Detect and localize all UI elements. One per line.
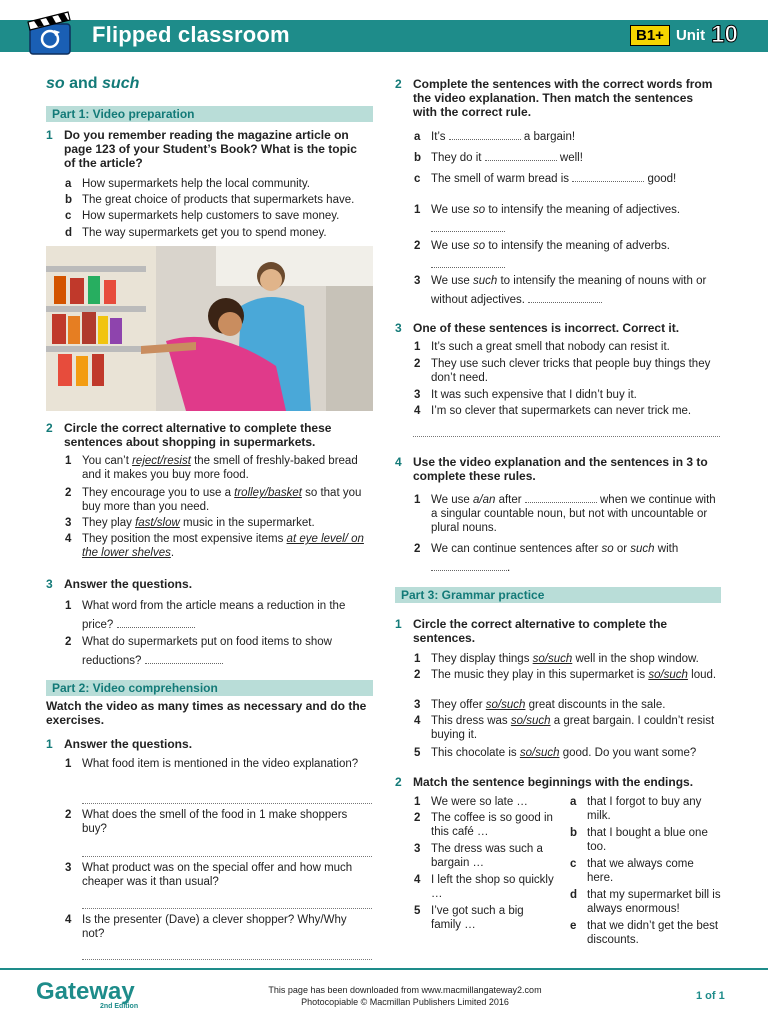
- r-q2-sent-a: [414, 130, 721, 144]
- item-num: 2: [414, 358, 421, 370]
- p1-q1-opt-a: [65, 177, 372, 191]
- r-q3-text: One of these sentences is incorrect. Correct it.: [413, 321, 680, 335]
- item-pre: We use: [431, 494, 473, 506]
- p2-q1-item-2: [65, 808, 372, 836]
- opt-text: The way supermarkets get you to spend money.: [82, 227, 327, 239]
- item-pre: This chocolate is: [431, 747, 520, 759]
- p3-q2-begin-3: [414, 842, 555, 870]
- p2-q1-item-1: [65, 757, 372, 771]
- p3-q1: [395, 617, 718, 645]
- r-q2-rule-2: [414, 237, 721, 275]
- item-text: What product was on the special offer and how much cheaper was it than usual?: [82, 862, 353, 888]
- p3-q1-item-5: [414, 746, 721, 760]
- item-post: so that you buy more than you need.: [82, 487, 362, 513]
- r-q2-rule-1: [414, 201, 721, 239]
- item-num: 4: [414, 874, 421, 886]
- p1-q1-num: 1: [46, 128, 53, 142]
- item-pre: We use: [431, 275, 473, 287]
- item-post: well in the shop window.: [572, 653, 699, 665]
- r-q2-num: 2: [395, 77, 402, 91]
- opt-text: The great choice of products that supermarkets have.: [82, 194, 355, 206]
- item-text: What food item is mentioned in the video explanation?: [82, 758, 359, 770]
- item-post: .: [170, 547, 175, 559]
- edition-label: 2nd Edition: [100, 1003, 139, 1010]
- item-post: to intensify the meaning of adjectives.: [485, 204, 681, 216]
- r-q4-item-2: 2 We can continue sentences after so or such with .: [431, 540, 721, 578]
- p1-q2-item-1: [65, 454, 370, 482]
- item-num: 3: [65, 862, 72, 874]
- p1-q3-num: 3: [46, 577, 53, 591]
- r-q2-sent-c: [414, 172, 721, 186]
- title-so: so: [46, 75, 65, 92]
- item-text: that I forgot to buy any milk.: [587, 796, 702, 822]
- item-num: 3: [414, 843, 421, 855]
- item-mid: after: [495, 494, 522, 506]
- clapperboard-icon: [24, 8, 76, 60]
- item-pre: They play: [82, 517, 136, 529]
- item-word: so: [601, 543, 614, 555]
- item-text: The dress was such a bargain …: [431, 843, 543, 869]
- p1-q1-text: Do you remember reading the magazine article on page 123 of your Student’s Book? What is the topic of the article?: [64, 128, 357, 170]
- item-num: 4: [65, 914, 72, 926]
- part1-bar: Part 1: Video preparation: [46, 106, 373, 122]
- item-num: 2: [65, 487, 72, 499]
- answer-line[interactable]: [82, 802, 372, 804]
- alternative-choice[interactable]: fast/slow: [135, 517, 180, 529]
- p2-q1-num: 1: [46, 737, 53, 751]
- p3-q2-end-a: [570, 795, 721, 823]
- level-badge: B1+: [630, 25, 670, 46]
- p1-q2: [46, 421, 370, 449]
- answer-line[interactable]: [82, 907, 372, 909]
- answer-blank[interactable]: [525, 502, 597, 503]
- item-word: such: [630, 543, 655, 555]
- item-letter: e: [570, 920, 577, 932]
- p1-q3-item-2: [65, 633, 370, 671]
- item-pre: They position the most expensive items: [82, 533, 287, 545]
- p3-q2-end-e: [570, 919, 721, 947]
- opt-letter: b: [65, 194, 73, 206]
- footer-copyright-line: Photocopiable © Macmillan Publishers Limited 2016: [301, 997, 509, 1007]
- item-pre: It’s: [431, 131, 446, 143]
- opt-letter: a: [65, 178, 72, 190]
- item-letter: c: [570, 858, 577, 870]
- alternative-choice[interactable]: at eye level/ on the lower shelves: [82, 533, 364, 559]
- p3-q2-end-b: [570, 826, 721, 854]
- p3-q1-item-2: [414, 668, 721, 682]
- item-letter: b: [414, 152, 422, 164]
- opt-text: How supermarkets help the local community.: [82, 178, 310, 190]
- p3-q1-text: Circle the correct alternative to complete the sentences.: [413, 617, 668, 645]
- item-post: great discounts in the sale.: [525, 699, 666, 711]
- title-and: and: [69, 75, 98, 92]
- item-num: 1: [414, 204, 421, 216]
- p1-q3: [46, 577, 370, 591]
- item-post: when we continue with a singular countable noun, but not with uncountable or plural nouns.: [431, 494, 716, 534]
- item-pre: They do it: [431, 152, 482, 164]
- item-pre: You can’t: [82, 455, 133, 467]
- item-num: 2: [414, 812, 421, 824]
- item-letter: a: [414, 131, 421, 143]
- alternative-choice[interactable]: trolley/basket: [234, 487, 302, 499]
- p3-q2-end-d: [570, 888, 721, 916]
- p1-q2-item-3: [65, 516, 370, 530]
- item-num: 4: [65, 533, 72, 545]
- item-num: 4: [414, 715, 421, 727]
- unit-label: Unit: [675, 26, 706, 44]
- item-num: 1: [65, 758, 72, 770]
- opt-letter: d: [65, 227, 73, 239]
- p3-q1-item-1: [414, 652, 721, 666]
- title-such: such: [102, 75, 140, 92]
- item-num: 1: [414, 494, 421, 506]
- p1-q2-item-4: [65, 532, 370, 560]
- footer-download-line: This page has been downloaded from www.macmillangateway2.com: [268, 985, 542, 995]
- p2-intro: Watch the video as many times as necessary and do the exercises.: [46, 699, 367, 727]
- r-q2-sent-b: [414, 151, 721, 165]
- item-num: 1: [414, 653, 421, 665]
- item-text: that we didn’t get the best discounts.: [587, 920, 719, 946]
- p2-q1-text: Answer the questions.: [64, 737, 193, 751]
- p2-q1-item-3: [65, 861, 372, 889]
- p3-q1-item-3: [414, 698, 721, 712]
- r-q3-item-4: [414, 404, 721, 418]
- p1-q1-opt-d: [65, 226, 372, 240]
- p1-q1-opt-c: [65, 209, 372, 223]
- item-text: We were so late …: [431, 796, 528, 808]
- item-pre: They display things: [431, 653, 533, 665]
- item-post: to intensify the meaning of adverbs.: [485, 240, 670, 252]
- p3-q1-num: 1: [395, 617, 402, 631]
- footer-divider: [0, 968, 768, 970]
- item-post: good!: [647, 173, 677, 185]
- gateway-logo: Gateway: [36, 978, 135, 1005]
- item-text: I’m so clever that supermarkets can never trick me.: [431, 405, 692, 417]
- item-text: They use such clever tricks that people buy things they don’t need.: [431, 358, 711, 384]
- answer-line[interactable]: [82, 958, 372, 960]
- item-word: so: [472, 240, 486, 252]
- item-letter: d: [570, 889, 578, 901]
- alternative-choice[interactable]: reject/resist: [132, 455, 191, 467]
- item-pre: They offer: [431, 699, 486, 711]
- item-word: so: [472, 204, 486, 216]
- p3-q2-begin-1: [414, 795, 555, 809]
- item-post: the smell of freshly-baked bread and it makes you buy more food.: [82, 455, 358, 481]
- item-num: 3: [65, 517, 72, 529]
- p3-q1-item-4: [414, 714, 721, 742]
- opt-letter: c: [65, 210, 72, 222]
- p2-q1-item-4: [65, 913, 372, 941]
- item-num: 2: [65, 636, 72, 648]
- item-pre: The smell of warm bread is: [431, 173, 570, 185]
- item-num: 3: [414, 389, 421, 401]
- p1-q1-opt-b: [65, 193, 372, 207]
- item-text: The coffee is so good in this café …: [431, 812, 553, 838]
- item-num: 4: [414, 405, 421, 417]
- p1-q3-text: Answer the questions.: [64, 577, 193, 591]
- item-num: 3: [414, 699, 421, 711]
- item-pre: This dress was: [431, 715, 511, 727]
- alternative-choice[interactable]: so/such: [648, 669, 688, 681]
- item-num: 3: [414, 275, 421, 287]
- part3-bar: Part 3: Grammar practice: [395, 587, 721, 603]
- answer-blank[interactable]: [431, 570, 507, 571]
- p3-q2-num: 2: [395, 775, 402, 789]
- footer-credits: [240, 984, 570, 1008]
- page-title: Flipped classroom: [92, 22, 290, 47]
- page-number: 1 of 1: [696, 990, 725, 1002]
- item-text: What do supermarkets put on food items to show reductions?: [82, 636, 332, 667]
- answer-blank[interactable]: [145, 663, 223, 664]
- item-num: 2: [414, 240, 421, 252]
- item-text: that I bought a blue one too.: [587, 827, 708, 853]
- item-pre: We use: [431, 240, 473, 252]
- r-q2-text: Complete the sentences with the correct words from the video explanation. Then match the sentences with the correct rule.: [413, 77, 713, 119]
- alternative-choice[interactable]: so/such: [519, 747, 560, 759]
- item-pre: They encourage you to use a: [82, 487, 235, 499]
- item-text: I’ve got such a big family …: [431, 905, 524, 931]
- alternative-choice[interactable]: so/such: [532, 653, 573, 665]
- answer-blank[interactable]: [449, 139, 521, 140]
- item-letter: a: [570, 796, 577, 808]
- item-text: that my supermarket bill is always enormous!: [587, 889, 721, 915]
- item-word: a/an: [472, 494, 496, 506]
- p3-q2-begin-2: [414, 811, 555, 839]
- item-post: a great bargain. I couldn’t resist buying it.: [431, 715, 715, 741]
- item-num: 2: [65, 809, 72, 821]
- answer-blank[interactable]: [528, 302, 602, 303]
- p1-q2-item-2: [65, 486, 370, 514]
- r-q4-num: 4: [395, 455, 402, 469]
- alternative-choice[interactable]: so/such: [485, 699, 526, 711]
- item-text: It’s such a great smell that nobody can resist it.: [431, 341, 670, 353]
- r-q2: [395, 77, 718, 119]
- item-letter: b: [570, 827, 578, 839]
- r-q3: [395, 321, 718, 335]
- item-pre: We can continue sentences after: [431, 543, 602, 555]
- item-post: good. Do you want some?: [559, 747, 697, 759]
- item-post: loud.: [687, 669, 717, 681]
- r-q3-item-2: [414, 357, 721, 385]
- answer-blank[interactable]: [431, 231, 505, 232]
- p1-q2-num: 2: [46, 421, 53, 435]
- answer-line[interactable]: [413, 435, 720, 437]
- item-text: I left the shop so quickly …: [431, 874, 554, 900]
- alternative-choice[interactable]: so/such: [510, 715, 551, 727]
- item-text: What does the smell of the food in 1 make shoppers buy?: [82, 809, 348, 835]
- p3-q2-text: Match the sentence beginnings with the endings.: [413, 775, 694, 789]
- item-num: 2: [414, 669, 421, 681]
- answer-blank[interactable]: [431, 267, 505, 268]
- p1-q1: [46, 128, 370, 170]
- supermarket-photo: [46, 246, 373, 411]
- answer-blank[interactable]: [572, 181, 644, 182]
- item-or: or: [613, 543, 631, 555]
- item-text: Is the presenter (Dave) a clever shopper? Why/Why not?: [82, 914, 347, 940]
- r-q3-num: 3: [395, 321, 402, 335]
- item-letter: c: [414, 173, 421, 185]
- p3-q2: [395, 775, 718, 789]
- answer-blank[interactable]: [485, 160, 557, 161]
- p2-q1: [46, 737, 370, 751]
- item-post: to intensify the meaning of nouns with or without adjectives.: [431, 275, 707, 306]
- part2-bar: Part 2: Video comprehension: [46, 680, 373, 696]
- r-q2-rule-3: [414, 272, 721, 310]
- item-word: such: [472, 275, 498, 287]
- r-q3-item-1: [414, 340, 721, 354]
- item-pre: We use: [431, 204, 473, 216]
- p3-q2-begin-4: [414, 873, 555, 901]
- item-num: 5: [414, 747, 421, 759]
- item-num: 1: [65, 455, 72, 467]
- item-num: 1: [65, 600, 72, 612]
- item-pre: The music they play in this supermarket is: [431, 669, 649, 681]
- item-num: 2: [414, 543, 421, 555]
- p1-q2-text: Circle the correct alternative to complete these sentences about shopping in supermarkets.: [64, 421, 332, 449]
- r-q3-item-3: [414, 388, 721, 402]
- opt-text: How supermarkets help customers to save money.: [82, 210, 340, 222]
- item-text: that we always come here.: [587, 858, 694, 884]
- r-q4-text: Use the video explanation and the sentences in 3 to complete these rules.: [413, 455, 708, 483]
- r-q4: [395, 455, 718, 483]
- p1-q3-item-1: [65, 597, 370, 635]
- unit-badge: [630, 23, 738, 47]
- item-post: well!: [559, 152, 583, 164]
- item-post: music in the supermarket.: [179, 517, 315, 529]
- p3-q2-begin-5: [414, 904, 555, 932]
- p3-q2-end-c: [570, 857, 721, 885]
- item-text: What word from the article means a reduction in the price?: [82, 600, 346, 631]
- section-title: [46, 75, 139, 93]
- item-text: It was such expensive that I didn’t buy it.: [431, 389, 637, 401]
- item-num: 1: [414, 341, 421, 353]
- item-num: 1: [414, 796, 421, 808]
- answer-blank[interactable]: [117, 627, 195, 628]
- item-post: with: [654, 543, 679, 555]
- r-q4-item-1: [414, 493, 721, 535]
- answer-line[interactable]: [82, 855, 372, 857]
- item-num: 5: [414, 905, 421, 917]
- item-post: a bargain!: [523, 131, 576, 143]
- unit-number: 10: [711, 21, 738, 48]
